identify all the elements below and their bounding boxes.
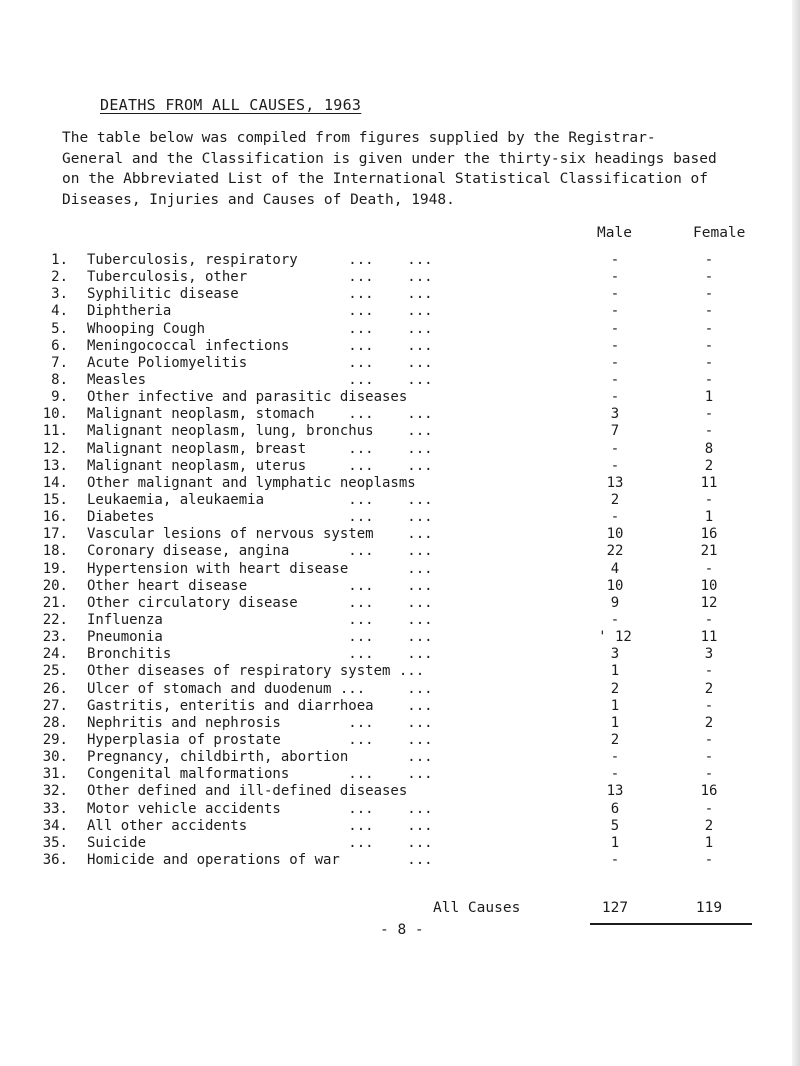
table-row	[0, 681, 800, 698]
table-row	[0, 663, 800, 680]
total-label: All Causes	[433, 900, 521, 916]
intro-line: Diseases, Injuries and Causes of Death, 1948.	[62, 191, 455, 208]
table-row	[0, 423, 800, 440]
row-number: 1.	[51, 252, 68, 268]
female-count: -	[704, 354, 714, 371]
page-number: - 8 -	[380, 922, 424, 938]
cause-label: Other diseases of respiratory system ...	[87, 663, 425, 680]
male-count: 9	[610, 594, 620, 611]
cause-label: Acute Poliomyelitis ... ...	[87, 354, 433, 371]
table-row	[0, 783, 800, 800]
male-count: -	[610, 371, 620, 388]
cause-label: Coronary disease, angina ... ...	[87, 543, 433, 560]
row-number: 16.	[42, 509, 68, 526]
cause-label: Diabetes ... ...	[87, 509, 433, 526]
table-row	[0, 338, 800, 355]
row-number: 13.	[42, 457, 68, 474]
male-count: 4	[610, 560, 620, 577]
table-row	[0, 406, 800, 423]
female-count: -	[704, 697, 714, 714]
total-female: 119	[695, 900, 723, 916]
row-number: 31.	[42, 766, 68, 783]
row-number: 29.	[42, 731, 68, 748]
cause-label: Motor vehicle accidents ... ...	[87, 800, 433, 817]
female-count: 11	[700, 629, 718, 646]
row-number: 22.	[42, 611, 68, 628]
table-row	[0, 389, 800, 406]
female-count: -	[704, 491, 714, 508]
male-count: 2	[610, 731, 620, 748]
row-number: 2.	[51, 269, 68, 286]
table-row	[0, 269, 800, 286]
causes-table	[0, 252, 800, 869]
table-row	[0, 526, 800, 543]
total-male: 127	[601, 900, 629, 916]
row-number: 25.	[42, 663, 68, 680]
cause-label: Malignant neoplasm, breast ... ...	[87, 440, 433, 457]
female-count: -	[704, 611, 714, 628]
male-count: -	[610, 303, 620, 320]
row-number: 19.	[42, 560, 68, 577]
female-count: -	[704, 800, 714, 817]
row-number: 30.	[42, 749, 68, 766]
table-row	[0, 818, 800, 835]
male-count: 13	[606, 783, 624, 800]
male-count: 10	[606, 577, 624, 594]
female-count: -	[704, 252, 714, 268]
row-number: 32.	[42, 783, 68, 800]
row-number: 5.	[51, 320, 68, 337]
female-count: -	[704, 731, 714, 748]
table-row	[0, 715, 800, 732]
male-count: 3	[610, 406, 620, 423]
cause-label: Meningococcal infections ... ...	[87, 337, 433, 354]
table-row	[0, 321, 800, 338]
female-count: 2	[704, 817, 714, 834]
cause-label: Other infective and parasitic diseases	[87, 389, 408, 406]
cause-label: Measles ... ...	[87, 371, 433, 388]
cause-label: Other circulatory disease ... ...	[87, 594, 433, 611]
male-count: -	[610, 354, 620, 371]
male-count: -	[610, 440, 620, 457]
male-count: 5	[610, 817, 620, 834]
male-count: -	[610, 851, 620, 868]
female-count: -	[704, 269, 714, 286]
row-number: 21.	[42, 594, 68, 611]
female-count: -	[704, 851, 714, 868]
row-number: 7.	[51, 354, 68, 371]
row-number: 36.	[42, 851, 68, 868]
female-count: -	[704, 766, 714, 783]
table-row	[0, 612, 800, 629]
intro-line: on the Abbreviated List of the International Statistical Classification of	[62, 171, 709, 187]
cause-label: Pneumonia ... ...	[87, 629, 433, 646]
intro-line: General and the Classification is given under the thirty-six headings based	[62, 150, 717, 167]
female-count: 21	[700, 543, 718, 560]
table-row	[0, 303, 800, 320]
female-count: 3	[704, 646, 714, 663]
female-count: 1	[704, 389, 714, 406]
cause-label: Ulcer of stomach and duodenum ... ...	[87, 680, 433, 697]
table-row	[0, 252, 800, 269]
table-row	[0, 543, 800, 560]
row-number: 27.	[42, 697, 68, 714]
intro-line: The table below was compiled from figures supplied by the Registrar-	[62, 130, 656, 146]
female-count: -	[704, 749, 714, 766]
row-number: 9.	[51, 389, 68, 406]
male-count: -	[610, 252, 620, 268]
row-number: 17.	[42, 526, 68, 543]
female-count: 16	[700, 526, 718, 543]
female-count: 2	[704, 714, 714, 731]
cause-label: Other malignant and lymphatic neoplasms	[87, 474, 416, 491]
cause-label: Gastritis, enteritis and diarrhoea ...	[87, 697, 433, 714]
cause-label: Syphilitic disease ... ...	[87, 286, 433, 303]
table-row	[0, 441, 800, 458]
cause-label: Diphtheria ... ...	[87, 303, 433, 320]
table-row	[0, 698, 800, 715]
intro-paragraph	[62, 128, 762, 210]
female-count: 8	[704, 440, 714, 457]
female-count: -	[704, 423, 714, 440]
female-count: -	[704, 303, 714, 320]
page-title: DEATHS FROM ALL CAUSES, 1963	[100, 96, 362, 114]
table-row	[0, 629, 800, 646]
male-count: 6	[610, 800, 620, 817]
cause-label: Pregnancy, childbirth, abortion ...	[87, 749, 433, 766]
cause-label: Hyperplasia of prostate ... ...	[87, 731, 433, 748]
male-count: 3	[610, 646, 620, 663]
female-count: 1	[704, 834, 714, 851]
cause-label: Vascular lesions of nervous system ...	[87, 526, 433, 543]
cause-label: Suicide ... ...	[87, 834, 433, 851]
row-number: 35.	[42, 834, 68, 851]
table-row	[0, 372, 800, 389]
female-count: 2	[704, 457, 714, 474]
male-count: 2	[610, 491, 620, 508]
male-count: 10	[606, 526, 624, 543]
table-row	[0, 458, 800, 475]
row-number: 15.	[42, 491, 68, 508]
cause-label: Congenital malformations ... ...	[87, 766, 433, 783]
table-row	[0, 578, 800, 595]
row-number: 12.	[42, 440, 68, 457]
female-count: -	[704, 320, 714, 337]
cause-label: Nephritis and nephrosis ... ...	[87, 714, 433, 731]
female-count: -	[704, 560, 714, 577]
table-row	[0, 595, 800, 612]
cause-label: Malignant neoplasm, lung, bronchus ...	[87, 423, 433, 440]
row-number: 8.	[51, 371, 68, 388]
column-header-male: Male	[597, 225, 632, 241]
male-count: -	[610, 611, 620, 628]
table-row	[0, 509, 800, 526]
male-count: -	[610, 749, 620, 766]
cause-label: Hypertension with heart disease ...	[87, 560, 433, 577]
row-number: 14.	[42, 474, 68, 491]
female-count: 11	[700, 474, 718, 491]
cause-label: Tuberculosis, respiratory ... ...	[87, 252, 433, 268]
male-count: 13	[606, 474, 624, 491]
male-count: -	[610, 337, 620, 354]
male-count: -	[610, 509, 620, 526]
row-number: 33.	[42, 800, 68, 817]
table-row	[0, 355, 800, 372]
table-row	[0, 646, 800, 663]
male-count: 1	[610, 697, 620, 714]
female-count: 1	[704, 509, 714, 526]
column-header-female: Female	[693, 225, 746, 241]
female-count: 2	[704, 680, 714, 697]
row-number: 4.	[51, 303, 68, 320]
table-row	[0, 766, 800, 783]
male-count: -	[610, 320, 620, 337]
female-count: -	[704, 663, 714, 680]
female-count: -	[704, 406, 714, 423]
row-number: 6.	[51, 337, 68, 354]
table-row	[0, 749, 800, 766]
total-underline	[590, 923, 752, 925]
table-row	[0, 561, 800, 578]
table-row	[0, 475, 800, 492]
table-row	[0, 286, 800, 303]
cause-label: Tuberculosis, other ... ...	[87, 269, 433, 286]
cause-label: Influenza ... ...	[87, 611, 433, 628]
row-number: 11.	[42, 423, 68, 440]
male-count: 2	[610, 680, 620, 697]
cause-label: Homicide and operations of war ...	[87, 851, 433, 868]
cause-label: Malignant neoplasm, stomach ... ...	[87, 406, 433, 423]
cause-label: Other heart disease ... ...	[87, 577, 433, 594]
male-count: -	[610, 286, 620, 303]
cause-label: All other accidents ... ...	[87, 817, 433, 834]
table-row	[0, 492, 800, 509]
row-number: 20.	[42, 577, 68, 594]
female-count: -	[704, 286, 714, 303]
male-count: 1	[610, 663, 620, 680]
female-count: 10	[700, 577, 718, 594]
cause-label: Bronchitis ... ...	[87, 646, 433, 663]
cause-label: Leukaemia, aleukaemia ... ...	[87, 491, 433, 508]
row-number: 10.	[42, 406, 68, 423]
male-count: -	[610, 766, 620, 783]
male-count: 7	[610, 423, 620, 440]
cause-label: Malignant neoplasm, uterus ... ...	[87, 457, 433, 474]
row-number: 23.	[42, 629, 68, 646]
male-count: -	[610, 269, 620, 286]
cause-label: Other defined and ill-defined diseases	[87, 783, 408, 800]
table-row	[0, 835, 800, 852]
male-count: ' 12	[598, 629, 632, 646]
cause-label: Whooping Cough ... ...	[87, 320, 433, 337]
row-number: 34.	[42, 817, 68, 834]
row-number: 28.	[42, 714, 68, 731]
row-number: 3.	[51, 286, 68, 303]
table-row	[0, 801, 800, 818]
row-number: 24.	[42, 646, 68, 663]
row-number: 26.	[42, 680, 68, 697]
male-count: 22	[606, 543, 624, 560]
female-count: 16	[700, 783, 718, 800]
male-count: 1	[610, 834, 620, 851]
table-row	[0, 852, 800, 869]
male-count: -	[610, 389, 620, 406]
female-count: 12	[700, 594, 718, 611]
table-row	[0, 732, 800, 749]
male-count: 1	[610, 714, 620, 731]
row-number: 18.	[42, 543, 68, 560]
female-count: -	[704, 337, 714, 354]
male-count: -	[610, 457, 620, 474]
female-count: -	[704, 371, 714, 388]
